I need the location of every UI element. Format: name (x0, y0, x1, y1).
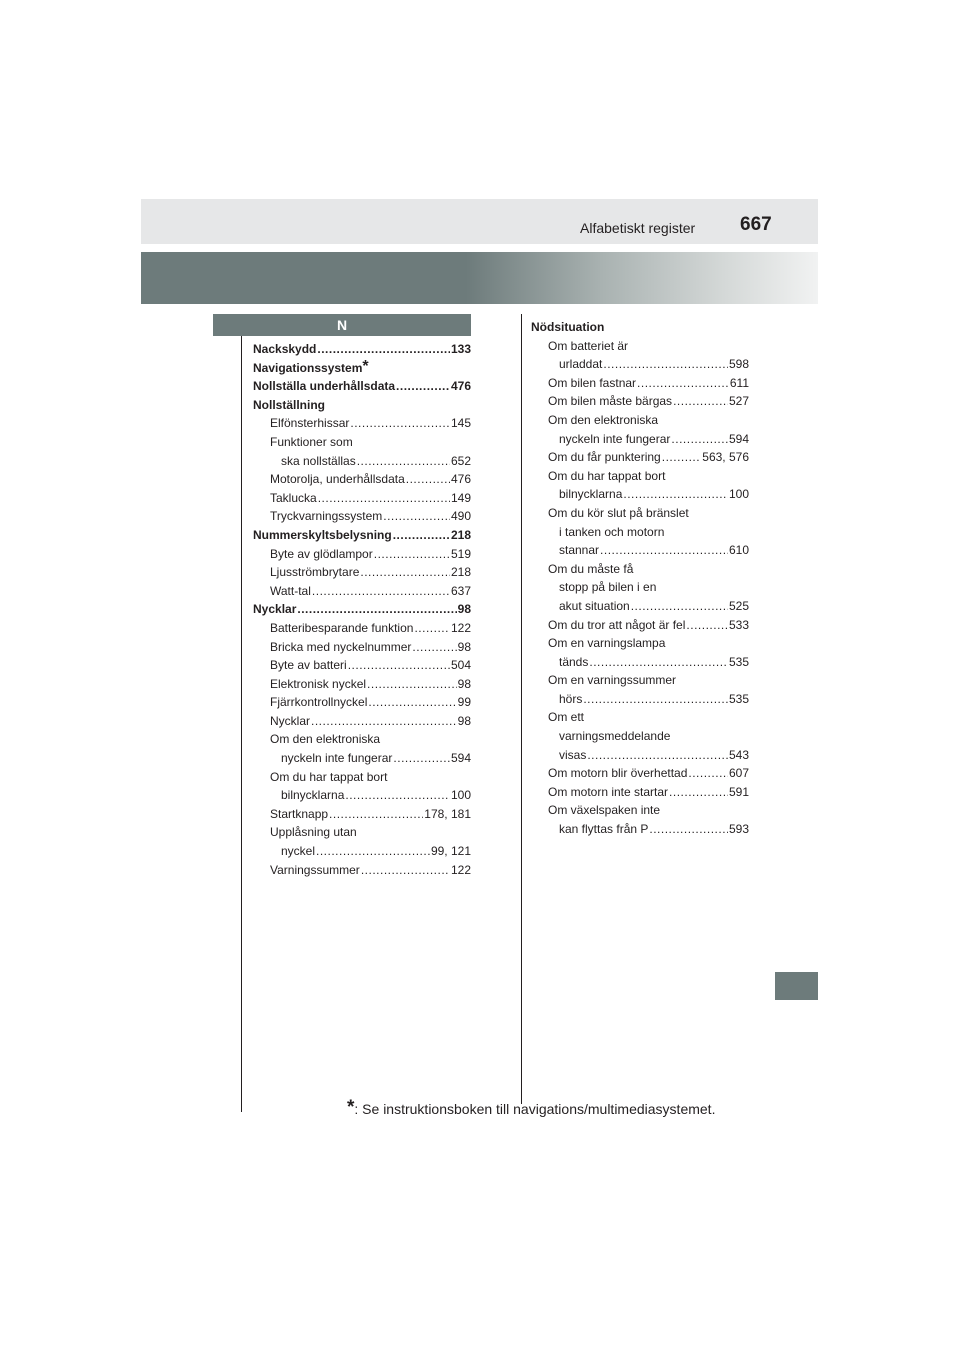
footnote (347, 1097, 715, 1119)
index-entry-label: Nollställa underhållsdata (253, 379, 396, 394)
leader-dots (669, 783, 728, 802)
leader-dots (318, 489, 450, 508)
index-entry (531, 820, 749, 839)
section-letter-header: N (213, 314, 471, 336)
index-entry-label: Om en varningssummer (548, 673, 677, 688)
leader-dots (589, 653, 728, 672)
index-entry-label: Funktioner som (270, 434, 353, 449)
index-entry (253, 433, 471, 452)
leader-dots (383, 507, 450, 526)
index-column-right (531, 318, 749, 839)
leader-dots (393, 749, 450, 768)
index-entry-label: Bricka med nyckelnummer (270, 639, 412, 654)
chapter-side-tab (775, 972, 818, 1000)
page-number: 667 (740, 214, 772, 235)
index-entry-label: i tanken och motorn (559, 524, 665, 539)
index-entry (253, 340, 471, 359)
index-entry (253, 507, 471, 526)
index-entry-page: 98 (457, 639, 471, 654)
index-entry-label: Om en varningslampa (548, 636, 666, 651)
index-entry-page: 476 (450, 472, 471, 487)
index-entry (531, 374, 749, 393)
index-entry-page: 100 (450, 788, 471, 803)
index-entry-label: tänds (559, 654, 589, 669)
leader-dots (316, 842, 430, 861)
index-entry-page: 122 (450, 862, 471, 877)
index-entry (253, 693, 471, 712)
index-entry-label: Taklucka (270, 490, 317, 505)
index-entry-label: Elfönsterhissar (270, 416, 350, 431)
index-entry-page: 218 (450, 565, 471, 580)
index-entry-page: 527 (728, 394, 749, 409)
index-entry-page: 178, 181 (424, 806, 471, 821)
leader-dots (311, 712, 457, 731)
header-bar (141, 199, 818, 244)
leader-dots (414, 619, 450, 638)
index-entry-label: Motorolja, underhållsdata (270, 472, 405, 487)
index-entry (531, 504, 749, 523)
index-entry (253, 656, 471, 675)
index-entry-label: Tryckvarningssystem (270, 509, 383, 524)
index-entry (253, 396, 471, 415)
index-entry (531, 801, 749, 820)
index-entry-label: Watt-tal (270, 583, 311, 598)
index-entry-label: Nödsituation (531, 320, 605, 334)
leader-dots (361, 861, 450, 880)
leader-dots (671, 430, 728, 449)
index-entry-page: 145 (450, 416, 471, 431)
index-entry-page: 98 (457, 602, 471, 617)
index-entry (531, 448, 749, 467)
index-entry-label: Om du kör slut på bränslet (548, 505, 689, 520)
index-entry (531, 411, 749, 430)
index-entry (531, 578, 749, 597)
index-entry (253, 600, 471, 619)
index-entry-page: 149 (450, 490, 471, 505)
leader-dots (374, 545, 450, 564)
leader-dots (587, 746, 728, 765)
index-entry-label: hörs (559, 691, 583, 706)
index-entry (531, 690, 749, 709)
index-entry-label: Batteribesparande funktion (270, 620, 414, 635)
index-entry-label: Startknapp (270, 806, 329, 821)
leader-dots (393, 526, 450, 545)
index-entry-label: Om motorn inte startar (548, 784, 669, 799)
index-entry (253, 712, 471, 731)
index-entry-page: 598 (728, 357, 749, 372)
index-entry-label: Om du får punktering (548, 450, 661, 465)
index-entry-label: bilnycklarna (559, 487, 623, 502)
index-entry-label: varningsmeddelande (559, 729, 671, 744)
index-entry-page: 535 (728, 654, 749, 669)
index-entry-label: akut situation (559, 598, 630, 613)
index-entry-label: Nycklar (253, 602, 297, 617)
index-entry-page: 218 (450, 527, 471, 542)
index-entry-page: 637 (450, 583, 471, 598)
index-entry-label: kan flyttas från P (559, 822, 649, 837)
index-entry (531, 485, 749, 504)
index-entry-label: Om den elektroniska (548, 412, 659, 427)
leader-dots (350, 414, 450, 433)
index-entry-page: 519 (450, 546, 471, 561)
leader-dots (297, 600, 456, 619)
index-entry (253, 470, 471, 489)
index-entry (253, 786, 471, 805)
leader-dots (329, 805, 423, 824)
leader-dots (631, 597, 728, 616)
leader-dots (412, 638, 456, 657)
index-entry-page: 593 (728, 822, 749, 837)
index-entry-page: 652 (450, 453, 471, 468)
index-entry (531, 746, 749, 765)
index-entry (253, 823, 471, 842)
index-entry-label: Om du har tappat bort (270, 769, 388, 784)
leader-dots (637, 374, 729, 393)
leader-dots (583, 690, 728, 709)
index-entry-page: 543 (728, 747, 749, 762)
index-entry (253, 861, 471, 880)
index-entry (253, 563, 471, 582)
index-entry (531, 616, 749, 635)
index-entry (253, 730, 471, 749)
index-entry-page: 607 (728, 766, 749, 781)
index-entry (253, 526, 471, 545)
index-entry (531, 727, 749, 746)
leader-dots (649, 820, 728, 839)
footnote-text: : Se instruktionsboken till navigations/multimediasystemet. (354, 1101, 716, 1117)
index-entry (531, 783, 749, 802)
column-divider-left (241, 336, 242, 1112)
index-entry-label: visas (559, 747, 587, 762)
index-entry (253, 545, 471, 564)
index-entry-label: Om växelspaken inte (548, 803, 661, 818)
leader-dots (317, 340, 450, 359)
index-entry (531, 671, 749, 690)
index-entry-page: 504 (450, 658, 471, 673)
leader-dots (406, 470, 450, 489)
index-entry-page: 610 (728, 543, 749, 558)
leader-dots (600, 541, 728, 560)
index-entry (253, 768, 471, 787)
index-entry-page: 122 (450, 620, 471, 635)
index-entry-label: nyckel (281, 844, 316, 859)
index-entry-label: Ljusströmbrytare (270, 565, 360, 580)
index-entry-label: Nummerskyltsbelysning (253, 527, 392, 542)
index-entry-label: Nackskydd (253, 342, 317, 356)
index-entry-label: stannar (559, 543, 600, 558)
index-entry-label: Nycklar (270, 713, 311, 728)
index-entry (531, 523, 749, 542)
index-entry-label: Om motorn blir överhettad (548, 766, 688, 781)
decorative-gradient-band (141, 252, 818, 304)
index-entry (531, 560, 749, 579)
index-entry (531, 355, 749, 374)
footnote-marker: * (347, 1097, 355, 1118)
index-entry-label: Byte av batteri (270, 658, 347, 673)
index-entry (253, 582, 471, 601)
index-entry-page: 535 (728, 691, 749, 706)
index-entry-label: urladdat (559, 357, 603, 372)
leader-dots (367, 675, 457, 694)
leader-dots (348, 656, 450, 675)
leader-dots (686, 616, 728, 635)
index-entry-label: Byte av glödlampor (270, 546, 373, 561)
leader-dots (688, 764, 728, 783)
index-entry-page: 99 (457, 695, 471, 710)
index-entry-label: stopp på bilen i en (559, 580, 657, 595)
index-column-left (253, 340, 471, 879)
index-entry-page: 525 (728, 598, 749, 613)
leader-dots (357, 452, 450, 471)
index-entry-label: Om bilen måste bärgas (548, 394, 673, 409)
index-entry-label: Fjärrkontrollnyckel (270, 695, 368, 710)
index-entry-page: 591 (728, 784, 749, 799)
index-entry-page: 98 (457, 676, 471, 691)
index-entry-label: Nollställning (253, 397, 325, 412)
index-entry-page: 99, 121 (430, 844, 471, 859)
index-entry-label: Upplåsning utan (270, 825, 357, 840)
leader-dots (396, 377, 450, 396)
index-entry (253, 805, 471, 824)
index-entry-label: Om du har tappat bort (548, 468, 666, 483)
index-entry (531, 392, 749, 411)
leader-dots (368, 693, 456, 712)
index-entry-page: 594 (728, 431, 749, 446)
index-entry-page: 133 (450, 342, 471, 356)
column-divider-middle (521, 314, 522, 1104)
index-entry-label: Om bilen fastnar (548, 375, 637, 390)
leader-dots (623, 485, 728, 504)
index-entry-label: Om batteriet är (548, 338, 629, 353)
index-entry-label: Om den elektroniska (270, 732, 381, 747)
index-entry-label: nyckeln inte fungerar (281, 751, 393, 766)
leader-dots (360, 563, 450, 582)
index-entry-page: 563, 576 (702, 450, 749, 465)
index-entry (531, 318, 749, 337)
page-header-title: Alfabetiskt register (580, 220, 696, 236)
index-entry-page: 490 (450, 509, 471, 524)
leader-dots (312, 582, 450, 601)
index-entry (253, 452, 471, 471)
index-entry-label: Varningssummer (270, 862, 360, 877)
index-entry (253, 675, 471, 694)
index-entry (253, 489, 471, 508)
leader-dots (673, 392, 728, 411)
index-entry (531, 764, 749, 783)
index-entry (253, 619, 471, 638)
index-entry-label: Elektronisk nyckel (270, 676, 367, 691)
index-entry (531, 337, 749, 356)
index-entry-page: 98 (457, 713, 471, 728)
index-entry (531, 708, 749, 727)
index-entry-page: 476 (450, 379, 471, 394)
index-entry-label: Navigationssystem (253, 360, 363, 375)
leader-dots (345, 786, 450, 805)
index-entry-label: Om du tror att något är fel (548, 617, 686, 632)
index-entry-label: Om du måste få (548, 561, 634, 576)
index-entry-label: ska nollställas (281, 453, 356, 468)
index-entry (253, 749, 471, 768)
index-entry-label: bilnycklarna (281, 788, 345, 803)
index-entry (531, 467, 749, 486)
leader-dots (603, 355, 728, 374)
index-entry-label: nyckeln inte fungerar (559, 431, 671, 446)
index-entry (531, 634, 749, 653)
index-entry-page: 594 (450, 751, 471, 766)
index-entry-page: 100 (728, 487, 749, 502)
index-entry-label: Om ett (548, 710, 585, 725)
index-entry-page: 533 (728, 617, 749, 632)
index-entry (531, 597, 749, 616)
index-entry (531, 653, 749, 672)
index-entry (253, 842, 471, 861)
index-entry (531, 430, 749, 449)
index-entry (253, 414, 471, 433)
index-entry (531, 541, 749, 560)
index-entry (253, 377, 471, 396)
index-entry (253, 638, 471, 657)
index-entry-page: 611 (729, 375, 749, 390)
leader-dots (662, 448, 702, 467)
index-entry: Navigationssystem * (253, 359, 471, 378)
